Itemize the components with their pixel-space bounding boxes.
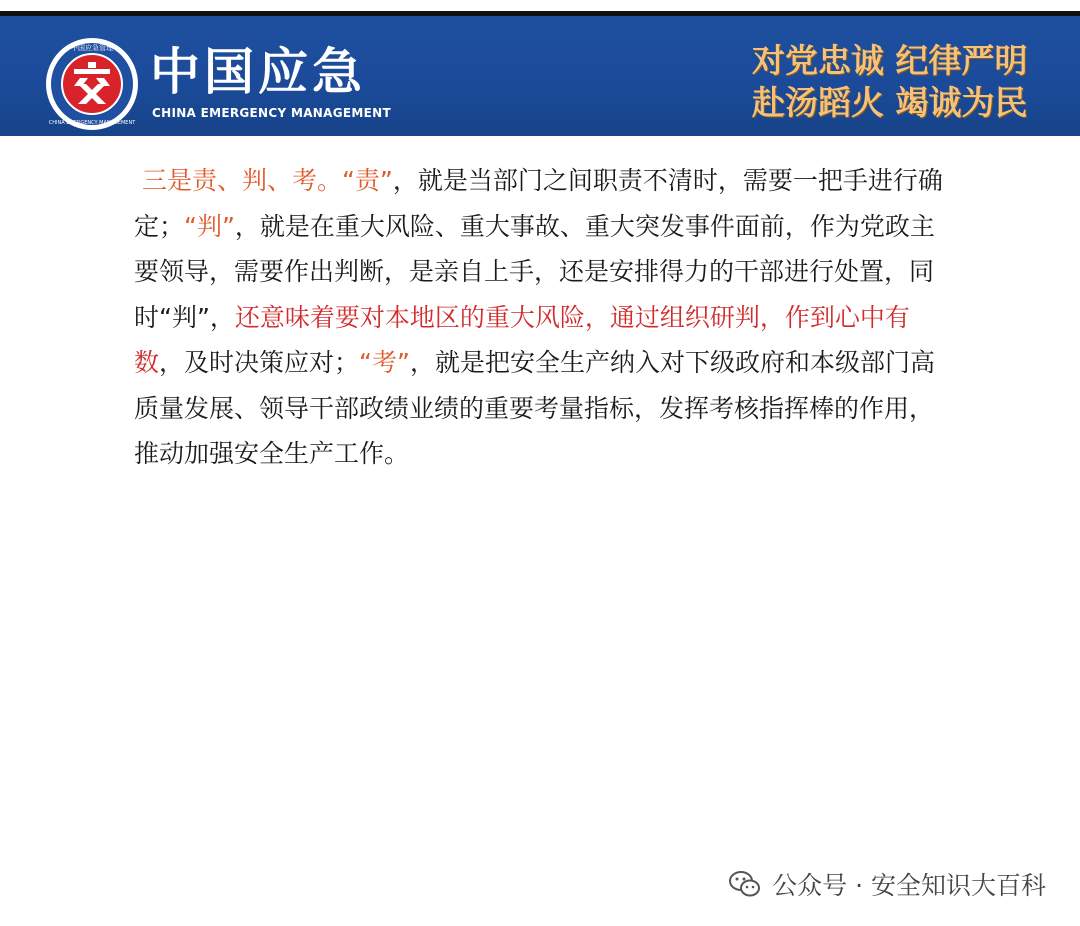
- highlight-heading: 三是责、判、考。“责”: [141, 166, 393, 195]
- article-paragraph: [134, 158, 954, 477]
- text-span: ，就是在重大风险、重大事故、重大突发事件面前，作为党政主要领导，需要作出判断，是亲自上手，还是安排得力的干部进行处置，同时“判”，: [134, 211, 935, 332]
- highlight-term: “判”: [184, 211, 235, 241]
- logo-subtitle: CHINA EMERGENCY MANAGEMENT: [152, 106, 391, 120]
- slogan-line-2: 赴汤蹈火 竭诚为民: [752, 83, 1028, 122]
- header-banner: [0, 16, 1080, 136]
- slogan-line-1: 对党忠诚 纪律严明: [752, 41, 1028, 80]
- watermark-text: 公众号 · 安全知识大百科: [772, 871, 1046, 900]
- text-span: ，就是把安全生产纳入对下级政府和本级部门高质量发展、领导干部政绩业绩的重要考量指标，发挥考核指挥棒的作用，推动加强安全生产工作。: [134, 348, 935, 468]
- watermark: [728, 864, 1046, 904]
- emblem-ring-text: 中国应急管理: [71, 44, 113, 52]
- text-span: ，及时决策应对；: [159, 348, 360, 377]
- logo-title: 中国应急: [150, 43, 366, 101]
- emblem-ring-text-en: CHINA EMERGENCY MANAGEMENT: [48, 120, 136, 126]
- wechat-icon: [728, 867, 762, 901]
- slogan-block: [752, 40, 1052, 124]
- highlight-term: “考”: [359, 348, 410, 377]
- emergency-emblem-icon: [44, 36, 140, 132]
- highlight-sentence: 还意味着要对本地区的重大风险，通过组织研判，作到心中有数: [134, 302, 910, 377]
- text-span: ，就是当部门之间职责不清时，需要一把手进行确定；: [134, 166, 943, 241]
